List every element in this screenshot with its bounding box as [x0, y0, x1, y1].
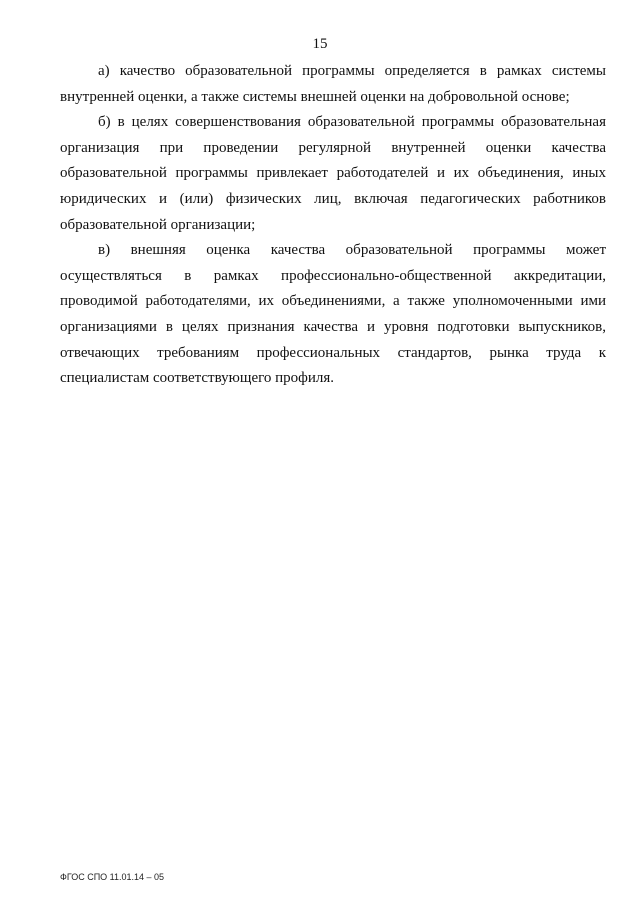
body-text [60, 59, 606, 392]
paragraph-a: а) качество образовательной программы определяется в рамках системы внутренней оценки, а также системы внешней оценки на добровольной основе; [60, 63, 606, 105]
paragraph-c: в) внешняя оценка качества образовательной программы может осуществляться в рамках профессионально-общественной аккредитации, проводимой работодателями, их объединениями, а также уполномоченными ими организациями в целях признания качества и уровня подготовки выпускников, отвечающих требованиям профессиональных стандартов, рынка труда к специалистам соответствующего профиля. [60, 242, 606, 387]
paragraph-b: б) в целях совершенствования образовательной программы образовательная организация при проведении регулярной внутренней оценки качества образовательной программы привлекает работодателей и их объединения, иных юридических и (или) физических лиц, включая педагогических работников образовательной организации; [60, 114, 606, 233]
document-footer-code: ФГОС СПО 11.01.14 – 05 [60, 872, 165, 882]
page-number: 15 [312, 36, 328, 52]
